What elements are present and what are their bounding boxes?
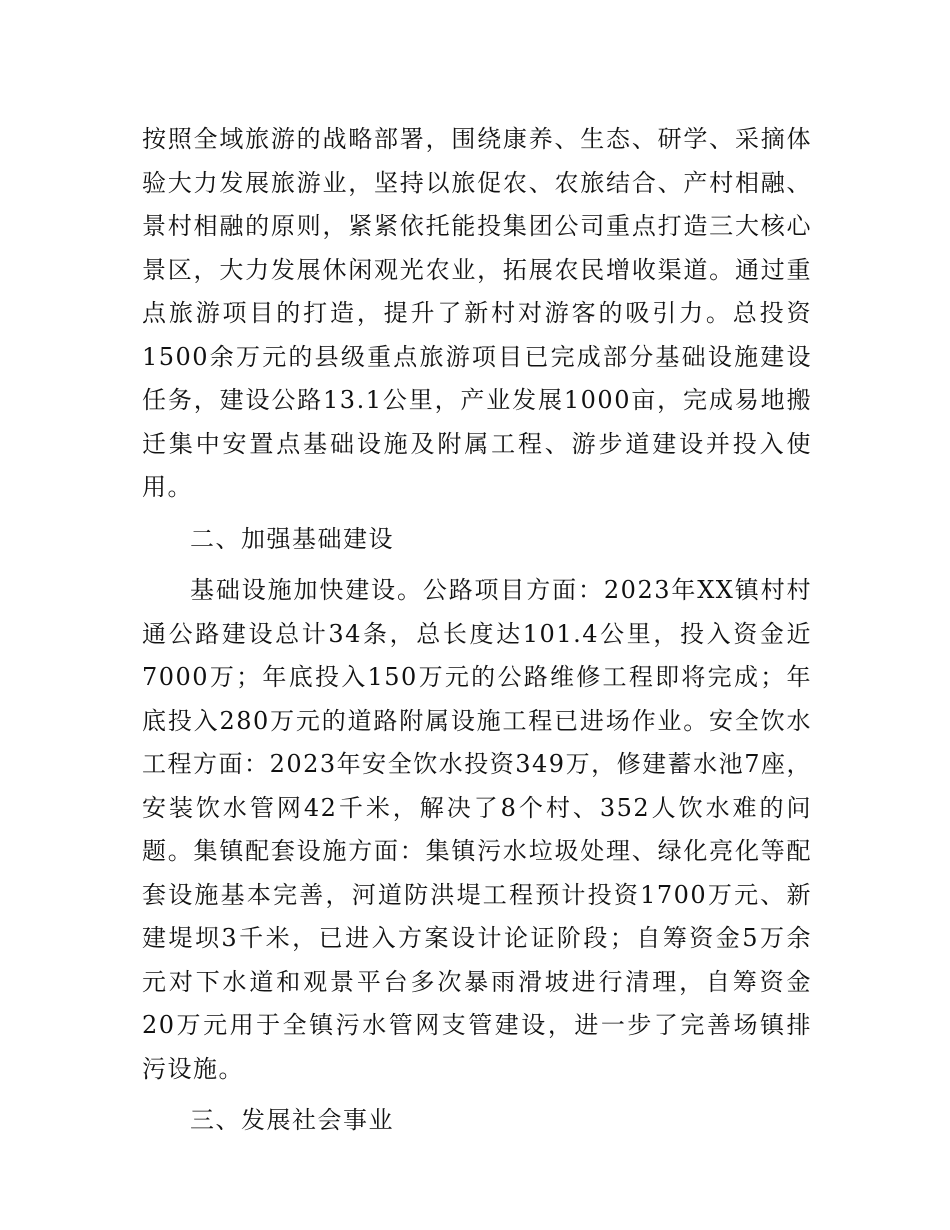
document-body [142,118,812,1151]
section-heading-infrastructure: 二、加强基础建设 [190,524,394,553]
paragraph-tourism: 按照全域旅游的战略部署，围绕康养、生态、研学、采摘体验大力发展旅游业，坚持以旅促农、农旅结合、产村相融、景村相融的原则，紧紧依托能投集团公司重点打造三大核心景区，大力发展休闲观光农业，拓展农民增收渠道。通过重点旅游项目的打造，提升了新村对游客的吸引力。总投资1500余万元的县级重点旅游项目已完成部分基础设施建设任务，建设公路13.1公里，产业发展1000亩，完成易地搬迁集中安置点基础设施及附属工程、游步道建设并投入使用。 [142,125,812,501]
paragraph-infrastructure: 基础设施加快建设。公路项目方面：2023年XX镇村村通公路建设总计34条，总长度达101.4公里，投入资金近7000万；年底投入150万元的公路维修工程即将完成；年底投入280万元的道路附属设施工程已进场作业。安全饮水工程方面：2023年安全饮水投资349万，修建蓄水池7座，安装饮水管网42千米，解决了8个村、352人饮水难的问题。集镇配套设施方面：集镇污水垃圾处理、绿化亮化等配套设施基本完善，河道防洪堤工程预计投资1700万元、新建堤坝3千米，已进入方案设计论证阶段；自筹资金5万余元对下水道和观景平台多次暴雨滑坡进行清理，自筹资金20万元用于全镇污水管网支管建设，进一步了完善场镇排污设施。 [142,576,812,1083]
section-heading-social: 三、发展社会事业 [190,1106,394,1134]
